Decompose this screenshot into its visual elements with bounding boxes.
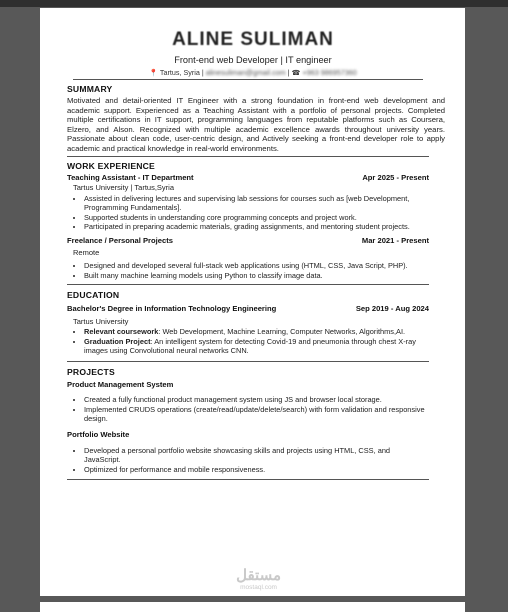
list-item: • Relevant coursework: Web Development, Machine Learning, Computer Networks, Algorithms,AI. [84,327,427,337]
contact-line: 📍 Tartus, Syria | alinesuliman@gmail.com | ☎ +963 986957360 [149,68,357,77]
header-divider [73,79,423,80]
job-date: Mar 2021 - Present [361,235,429,245]
section-divider [67,156,429,157]
job-role: Freelance / Personal Projects [67,235,173,245]
phone-icon: ☎ [291,68,301,77]
list-item: • Built many machine learning models using Python to classify image data. [84,271,427,281]
viewer-top-bar [0,0,508,7]
education-heading: EDUCATION [67,290,120,301]
job-date: Apr 2025 - Present [362,172,429,182]
list-item: • Participated in preparing academic materials, grading assignments, and mentoring student projects. [84,222,427,232]
job-role: Teaching Assistant - IT Department [67,172,194,182]
degree-date: Sep 2019 - Aug 2024 [355,304,429,314]
section-divider [67,479,429,480]
project-name: Product Management System [67,379,174,389]
job-header [67,173,429,183]
contact-phone: +963 986957360 [302,68,357,77]
watermark-url: mostaql.com [240,584,277,591]
resume-page [40,8,465,596]
summary-heading: SUMMARY [67,84,113,94]
project-bullets [72,395,427,424]
list-item: • Optimized for performance and mobile responsiveness. [84,465,427,475]
mostaql-watermark [236,568,281,592]
resume-name: ALINE SULIMAN [172,29,334,50]
map-pin-icon: 📍 [149,70,158,77]
job-header [67,236,429,246]
section-divider [67,361,429,362]
contact-location: Tartus, Syria [159,68,200,77]
job-bullets [72,261,427,280]
resume-headline: Front-end web Developer | IT engineer [174,55,332,65]
list-item: • Supported students in understanding core programming concepts and project work. [84,213,427,223]
watermark-logo-text: مستقل [236,567,281,584]
degree-header [67,304,429,314]
job-org: Tartus University | Tartus,Syria [73,182,175,192]
projects-heading: PROJECTS [67,366,115,377]
education-bullets [72,327,427,356]
next-page-edge [40,602,465,612]
summary-text: Motivated and detail-oriented IT Engineer with a strong foundation in front-end web development and academic support. Experienced as a Teaching Assistant with a portfolio of personal projects. Completed multiple certifications in IT support, programming languages from reputable platforms such as Coursera, Elzero, and Alson. Recognized with multiple academic excellence awards throughout university years. Passionate about clean code, user-centric design, and Actively seeking a front-end developer role to apply academic and practical knowledge in real-world environments. [67,96,445,153]
job-org: Remote [73,247,100,257]
list-item: • Designed and developed several full-stack web applications using (HTML, CSS, Java Script, PHP). [84,261,427,271]
section-divider [67,284,429,285]
contact-email: alinesuliman@gmail.com [205,68,286,77]
experience-heading: WORK EXPERIENCE [67,160,155,171]
job-bullets [72,194,427,232]
list-item: • Implemented CRUDS operations (create/read/update/delete/search) with form validation and responsive design. [84,405,427,424]
school-name: Tartus University [73,317,129,327]
project-bullets [72,446,427,475]
list-item: • Assisted in delivering lectures and supervising lab sessions for courses such as [web Development, Programming Fundamentals]. [84,194,427,213]
list-item: • Graduation Project: An intelligent system for detecting Covid-19 and pneumonia through chest X-ray images using Convolutional neural networks CNN. [84,337,427,356]
list-item: • Created a fully functional product management system using JS and browser local storage. [84,395,427,405]
list-item: • Developed a personal portfolio website showcasing skills and projects using HTML, CSS, and JavaScript. [84,446,427,465]
degree-title: Bachelor's Degree in Information Technology Engineering [67,304,277,314]
project-name: Portfolio Website [67,429,130,439]
